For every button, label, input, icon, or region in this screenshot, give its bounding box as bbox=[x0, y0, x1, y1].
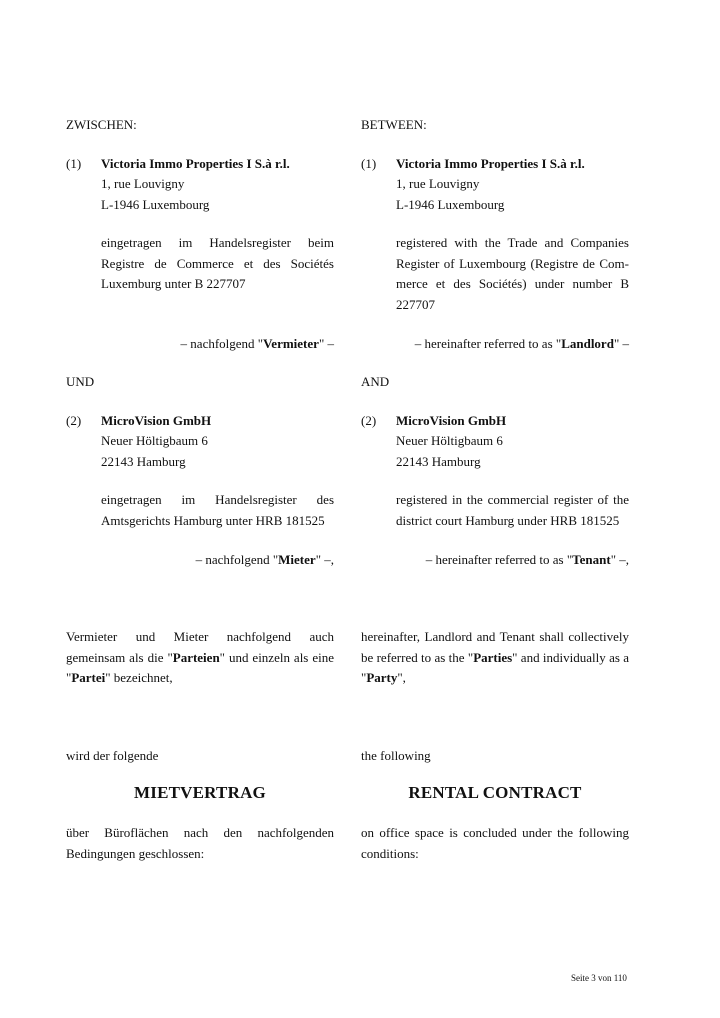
conjunction: UND bbox=[66, 374, 95, 389]
clause-term: Parteien bbox=[172, 649, 220, 665]
contract-title: RENTAL CONTRACT bbox=[408, 783, 582, 802]
party2-registration: registered in the commercial register of the district court Hamburg under HRB 181525 bbox=[396, 492, 629, 528]
party1-address-line2: L-1946 Luxembourg bbox=[101, 197, 210, 212]
clause-text: " bezeichnet, bbox=[105, 670, 173, 685]
closing-text: on office space is concluded under the following conditions: bbox=[361, 825, 629, 861]
party1-number: (1) bbox=[361, 156, 377, 171]
heading-between: ZWISCHEN: bbox=[66, 117, 137, 132]
defined-prefix: – nachfolgend " bbox=[180, 336, 264, 351]
parties-clause bbox=[66, 627, 334, 689]
party1-registration: eingetragen im Handelsregister beim Registre de Commerce et des Sociétés Luxemburg unter B 227707 bbox=[101, 235, 334, 291]
clause-text: ", bbox=[397, 670, 406, 685]
defined-prefix: – hereinafter referred to as " bbox=[414, 336, 562, 351]
defined-prefix: – hereinafter referred to as " bbox=[425, 552, 573, 567]
party1-name-text: Victoria Immo Properties I S.à r.l. bbox=[396, 156, 585, 171]
party2-address-line1: Neuer Höltigbaum 6 bbox=[101, 433, 208, 448]
clause-text: " und einzeln als eine " bbox=[66, 649, 334, 685]
page-number: Seite 3 von 110 bbox=[571, 973, 627, 983]
defined-suffix: " – bbox=[318, 336, 334, 351]
heading-between: BETWEEN: bbox=[361, 117, 427, 132]
defined-term: Mieter bbox=[278, 552, 316, 567]
conjunction: AND bbox=[361, 374, 390, 389]
defined-prefix: – nachfolgend " bbox=[195, 552, 279, 567]
party2-defined-term bbox=[196, 550, 334, 570]
party2-registration: eingetragen im Handelsregister des Amtsgerichts Hamburg unter HRB 181525 bbox=[101, 492, 334, 528]
party2-defined-term bbox=[426, 550, 629, 570]
clause-text: hereinafter, Landlord and Tenant shall collectively be referred to as the " bbox=[361, 629, 629, 665]
clause-term: Party bbox=[366, 670, 398, 685]
defined-suffix: " –, bbox=[315, 552, 334, 567]
party2-address-line2: 22143 Hamburg bbox=[396, 454, 481, 469]
clause-text: Vermieter und Mieter nachfolgend auch gemeinsam als die " bbox=[66, 629, 334, 665]
intro-text: the following bbox=[361, 748, 431, 763]
clause-text: " and individually as a " bbox=[361, 649, 629, 685]
party2-name bbox=[396, 411, 506, 431]
party1-address-line1: 1, rue Louvigny bbox=[396, 176, 480, 191]
defined-term: Vermieter bbox=[263, 336, 319, 351]
defined-suffix: " – bbox=[613, 336, 629, 351]
party2-number: (2) bbox=[66, 413, 82, 428]
party1-name bbox=[396, 154, 585, 174]
party1-name-text: Victoria Immo Properties I S.à r.l. bbox=[101, 156, 290, 171]
party2-address-line1: Neuer Höltigbaum 6 bbox=[396, 433, 503, 448]
defined-term: Tenant bbox=[572, 552, 611, 567]
party1-defined-term bbox=[415, 334, 629, 354]
contract-title: MIETVERTRAG bbox=[134, 783, 266, 802]
party1-address-line1: 1, rue Louvigny bbox=[101, 176, 185, 191]
intro-text: wird der folgende bbox=[66, 748, 159, 763]
party2-name bbox=[101, 411, 211, 431]
party1-number: (1) bbox=[66, 156, 82, 171]
party2-address-line2: 22143 Hamburg bbox=[101, 454, 186, 469]
party1-defined-term bbox=[181, 334, 334, 354]
party1-address-line2: L-1946 Luxembourg bbox=[396, 197, 505, 212]
party2-name-text: MicroVision GmbH bbox=[396, 413, 507, 428]
party1-registration: registered with the Trade and Companies Register of Luxembourg (Registre de Com-merce et des Sociétés) under number B 227707 bbox=[396, 235, 629, 312]
party1-name bbox=[101, 154, 290, 174]
parties-clause bbox=[361, 627, 629, 689]
defined-term: Landlord bbox=[561, 336, 614, 351]
closing-text: über Büroflächen nach den nachfolgenden Bedingungen geschlossen: bbox=[66, 825, 334, 861]
party2-number: (2) bbox=[361, 413, 377, 428]
clause-term: Parties bbox=[473, 649, 513, 665]
clause-term: Partei bbox=[71, 670, 106, 685]
defined-suffix: " –, bbox=[610, 552, 629, 567]
party2-name-text: MicroVision GmbH bbox=[101, 413, 212, 428]
